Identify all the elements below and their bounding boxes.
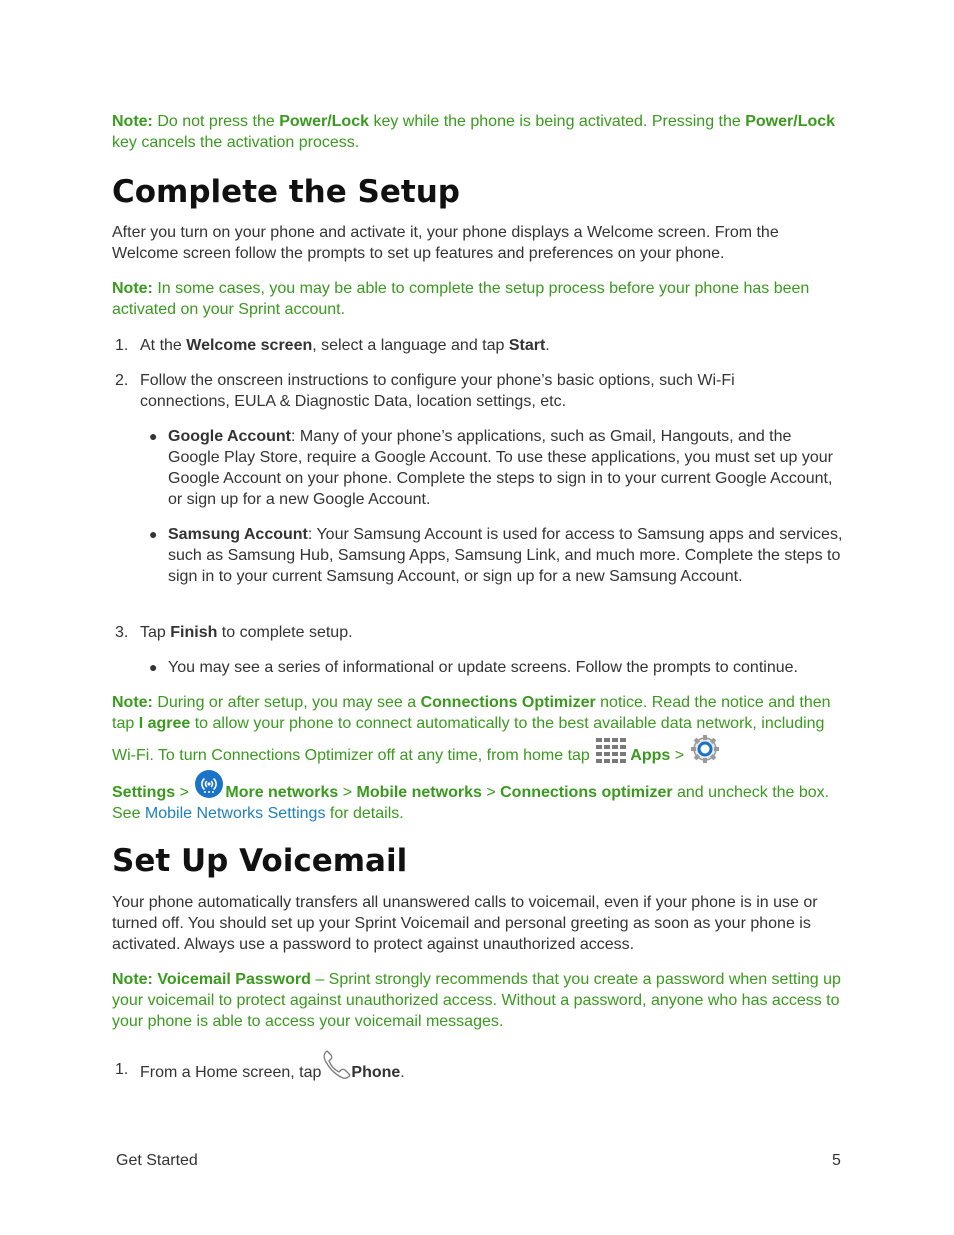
step-1-welcome: 1. At the Welcome screen, select a language and tap Start. [115,337,550,354]
bullet-informational-screens: ● You may see a series of informational or update screens. Follow the prompts to continue. [149,659,798,676]
mobile-networks-settings-link[interactable]: Mobile Networks Settings [144,805,326,822]
apps-grid-icon [594,736,630,766]
step-2-onscreen: 2. Follow the onscreen instructions to configure your phone’s basic options, such Wi-Fi connections, EULA & Diagnostic Data, location settings, etc. [115,372,735,410]
phone-icon [321,1048,351,1080]
footer-section-name: Get Started [116,1152,198,1169]
note-power-lock: Note: Do not press the Power/Lock key while the phone is being activated. Pressing the Power/Lock key cancels the activation process. [112,113,836,151]
setup-intro: After you turn on your phone and activate it, your phone displays a Welcome screen. From the Welcome screen follow the prompts to set up features and preferences on your phone. [112,224,779,262]
note-connections-optimizer: Note: During or after setup, you may see a Connections Optimizer notice. Read the notice and then tap I agree to allow your phone to connect automatically to the best available data network, including Wi-Fi. To turn Connections Optimizer off at any time, from home tap Apps > Settings > More networks > Mobile networks > Connections optimizer and uncheck the box. See Mobile Networks Settings for details. [112,694,831,822]
heading-set-up-voicemail: Set Up Voicemail [112,843,408,879]
more-networks-icon [193,769,225,799]
voicemail-step-1: 1. From a Home screen, tapPhone. [112,1048,847,1083]
note-setup-before-activation: Note: In some cases, you may be able to complete the setup process before your phone has been activated on your Sprint account. [112,280,810,318]
voicemail-intro: Your phone automatically transfers all unanswered calls to voicemail, even if your phone is in use or turned off. You should set up your Sprint Voicemail and personal greeting as soon as your phone is activated. Always use a password to protect against unauthorized access. [112,894,818,953]
bullet-google-account: ● Google Account: Many of your phone’s applications, such as Gmail, Hangouts, and the Google Play Store, require a Google Account. To use these applications, you must set up your Google Account on your phone. Complete the steps to sign in to your current Google Account, or sign up for a new Google Account. [149,428,833,508]
bullet-samsung-account: ● Samsung Account: Your Samsung Account is used for access to Samsung apps and services, such as Samsung Hub, Samsung Apps, Samsung Link, and much more. Complete the steps to sign in to your current Samsung Account, or sign up for a new Samsung Account. [149,526,843,585]
settings-gear-icon [689,734,721,764]
heading-complete-setup: Complete the Setup [112,174,460,210]
note-voicemail-password: Note: Voicemail Password – Sprint strongly recommends that you create a password when setting up your voicemail to protect against unauthorized access. Without a password, anyone who has access to your phone is able to access your voicemail messages. [112,971,841,1030]
step-3-finish: 3. Tap Finish to complete setup. [115,624,353,641]
footer-page-number: 5 [832,1152,841,1169]
